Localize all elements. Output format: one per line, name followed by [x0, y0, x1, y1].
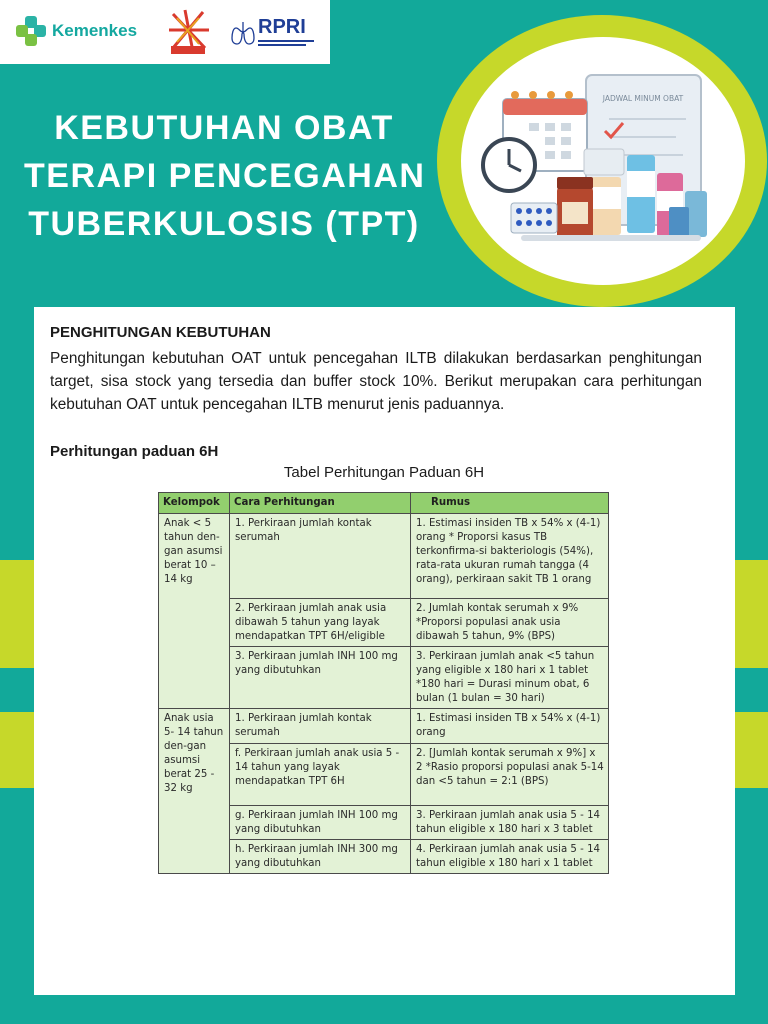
tb-campaign-logo — [165, 8, 211, 58]
rumus-cell: 3. Perkiraan jumlah anak <5 tahun yang eligible x 180 hari x 1 tablet *180 hari = Durasi minum obat, 6 bulan (1 bulan = 30 hari) — [411, 647, 609, 709]
kemenkes-logo-text: Kemenkes — [52, 21, 138, 40]
rpri-logo-subtext — [258, 40, 318, 46]
hero-illustration — [461, 37, 745, 285]
rumus-cell: 3. Perkiraan jumlah anak usia 5 - 14 tahun eligible x 180 hari x 3 tablet — [411, 806, 609, 840]
rumus-cell: 1. Estimasi insiden TB x 54% x (4-1) orang * Proporsi kasus TB terkonfirma-si bakteriologis (54%), rata-rata ukuran rumah tangga (4 orang), perkiraan sakit TB 1 orang — [411, 514, 609, 599]
title-line-2: TERAPI PENCEGAHAN — [24, 157, 426, 195]
header-kelompok: Kelompok — [159, 493, 230, 514]
table-row — [159, 514, 609, 599]
logo-bar — [0, 0, 330, 64]
cara-cell: g. Perkiraan jumlah INH 100 mg yang dibutuhkan — [230, 806, 411, 840]
rumus-cell: 4. Perkiraan jumlah anak usia 5 - 14 tahun eligible x 180 hari x 1 tablet — [411, 840, 609, 874]
table-row — [159, 709, 609, 744]
section-heading: PENGHITUNGAN KEBUTUHAN — [50, 324, 271, 341]
cara-cell: 2. Perkiraan jumlah anak usia dibawah 5 tahun yang layak mendapatkan TPT 6H/eligible — [230, 599, 411, 647]
table-caption: Tabel Perhitungan Paduan 6H — [283, 464, 485, 481]
page-title — [24, 104, 424, 248]
sub-heading: Perhitungan paduan 6H — [50, 443, 219, 460]
cara-cell: 3. Perkiraan jumlah INH 100 mg yang dibutuhkan — [230, 647, 411, 709]
kemenkes-logo — [16, 16, 137, 46]
header-cara-perhitungan: Cara Perhitungan — [230, 493, 411, 514]
rumus-cell: 2. [Jumlah kontak serumah x 9%] x 2 *Rasio proporsi populasi anak 5-14 dan <5 tahun = 2:1 (BPS) — [411, 744, 609, 806]
title-line-1: KEBUTUHAN OBAT — [54, 109, 394, 147]
intro-paragraph: Penghitungan kebutuhan OAT untuk pencegahan ILTB dilakukan berdasarkan penghitungan target, sisa stock yang tersedia dan buffer stock 10%. Berikut merupakan cara perhitungan kebutuhan OAT untuk pencegahan ILTB menurut jenis paduannya. — [50, 350, 702, 413]
cara-cell: f. Perkiraan jumlah anak usia 5 - 14 tahun yang layak mendapatkan TPT 6H — [230, 744, 411, 806]
calculation-table — [158, 492, 609, 874]
cara-cell: h. Perkiraan jumlah INH 300 mg yang dibutuhkan — [230, 840, 411, 874]
rumus-cell: 2. Jumlah kontak serumah x 9% *Proporsi populasi anak usia dibawah 5 tahun, 9% (BPS) — [411, 599, 609, 647]
table-header-row — [159, 493, 609, 514]
cara-cell: 1. Perkiraan jumlah kontak serumah — [230, 709, 411, 744]
rumus-cell: 1. Estimasi insiden TB x 54% x (4-1) orang — [411, 709, 609, 744]
board-label: JADWAL MINUM OBAT — [602, 94, 684, 103]
kemenkes-cross-icon — [16, 16, 46, 46]
header-rumus: Rumus — [411, 493, 609, 514]
lungs-icon — [230, 20, 256, 46]
kelompok-cell: Anak usia 5- 14 tahun den-gan asumsi berat 25 - 32 kg — [159, 709, 230, 874]
rpri-logo-text: RPRI — [258, 16, 306, 38]
kelompok-cell: Anak < 5 tahun den-gan asumsi berat 10 – 14 kg — [159, 514, 230, 709]
cara-cell: 1. Perkiraan jumlah kontak serumah — [230, 514, 411, 599]
title-line-3: TUBERKULOSIS (TPT) — [28, 205, 420, 243]
content-card — [34, 307, 735, 995]
medicine-schedule-illustration-icon — [461, 37, 745, 285]
rpri-logo — [230, 14, 320, 54]
